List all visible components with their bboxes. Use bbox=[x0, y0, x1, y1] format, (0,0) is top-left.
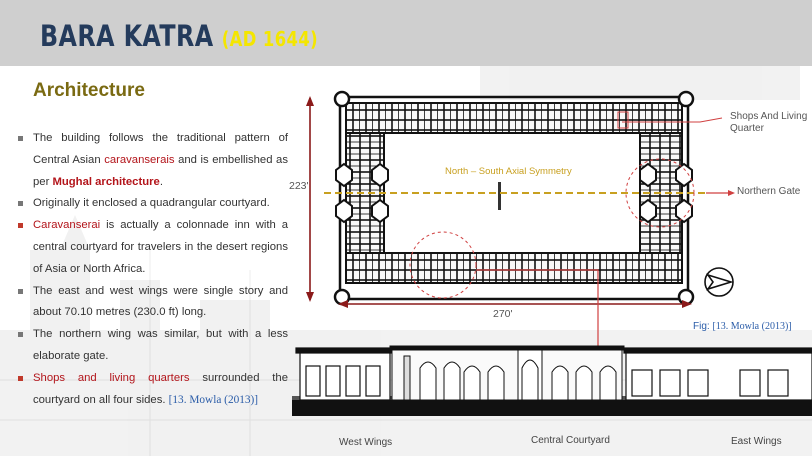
bullet-text: Mughal architecture bbox=[52, 175, 160, 188]
central-facade bbox=[390, 346, 624, 400]
east-wing-elevation bbox=[624, 348, 812, 400]
west-wing-elevation bbox=[296, 348, 394, 400]
plan-width-label: 270' bbox=[493, 308, 513, 320]
northern-gate-label: Northern Gate bbox=[737, 186, 801, 197]
title-year: (AD 1644) bbox=[221, 27, 319, 51]
bullet-text: is actually a colonnade inn with a central courtyard for travelers in the desert regions of Asia or North Africa. bbox=[33, 219, 288, 275]
bullet-text: The building follows the traditional pattern of Central Asian bbox=[33, 132, 288, 166]
axial-symmetry-label: North – South Axial Symmetry bbox=[445, 166, 572, 177]
shops-label-line1: Shops And Living bbox=[730, 111, 808, 122]
west-wings-label: West Wings bbox=[339, 437, 393, 448]
shops-label-line2: Quarter bbox=[730, 123, 764, 134]
ground-slab bbox=[292, 400, 812, 416]
bullet-text: Shops and living quarters bbox=[33, 371, 190, 384]
bullet-text: Caravanserai bbox=[33, 219, 101, 232]
plan-height-label: 223' bbox=[289, 180, 309, 192]
bullet-text: . bbox=[159, 175, 163, 188]
bullet-text: surrounded the courtyard on all four sides. bbox=[33, 371, 288, 406]
bullet-text: and is embellished as per bbox=[33, 153, 288, 188]
figure-caption-ref: [13. Mowla (2013)] bbox=[712, 321, 792, 332]
bullet-text: Originally it enclosed a quadrangular courtyard. bbox=[33, 197, 270, 210]
central-courtyard-label: Central Courtyard bbox=[531, 435, 610, 446]
section-heading: Architecture bbox=[33, 80, 145, 101]
title-text: BARA KATRA bbox=[40, 19, 214, 53]
bullet-text: caravanserais bbox=[104, 153, 175, 166]
figure-caption-prefix: Fig: bbox=[693, 321, 713, 332]
bullet-text: The east and west wings were single story and about 70.10 metres (230.0 ft) long. bbox=[33, 284, 288, 319]
bullet-text: The northern wing was similar, but with a less elaborate gate. bbox=[33, 328, 288, 362]
east-wings-label: East Wings bbox=[731, 436, 782, 447]
bullet-citation: [13. Mowla (2013)] bbox=[168, 393, 259, 406]
